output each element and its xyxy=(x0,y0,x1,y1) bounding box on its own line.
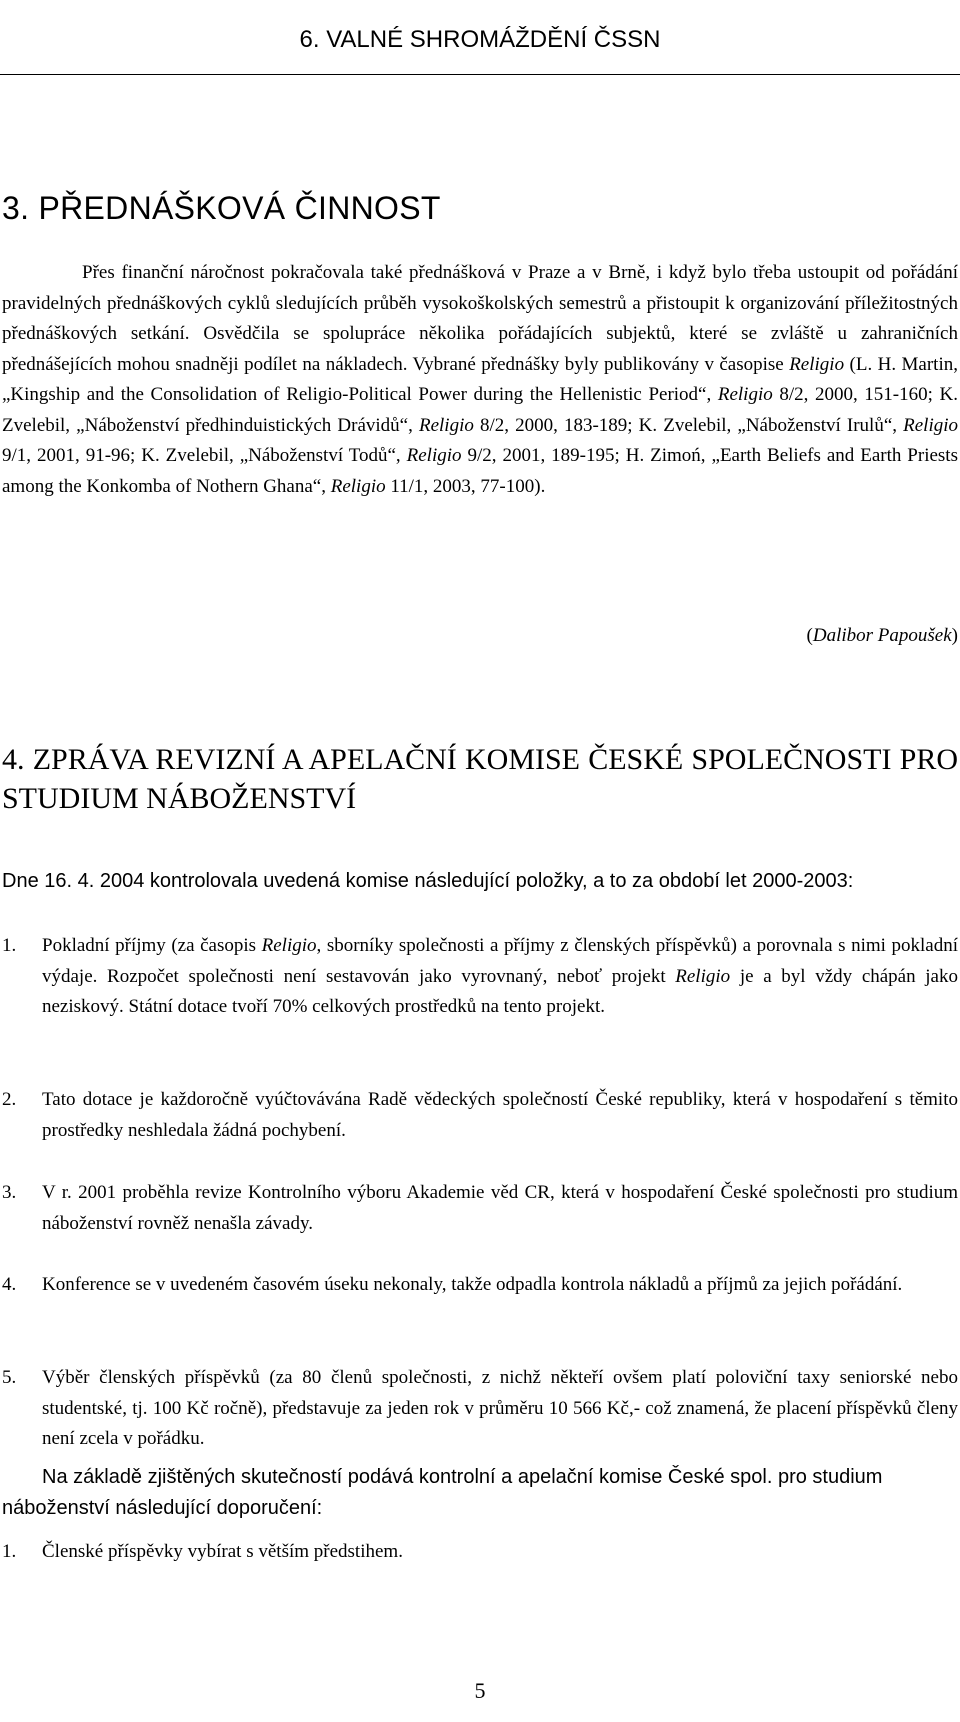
list-item-number: 3. xyxy=(2,1182,17,1203)
journal-name: Religio xyxy=(903,414,959,436)
paragraph-text-f: 9/2, 2001, 189-195; H. Zimoń, „Earth Beliefs and Earth Priests among the Konkomba of Nothern Ghana“, xyxy=(2,445,958,497)
author-name: Dalibor Papoušek xyxy=(812,625,952,646)
journal-name: Religio xyxy=(330,475,386,497)
list-item: 1. Pokladní příjmy (za časopis Religio, sborníky společnosti a příjmy z členských příspěvků) a porovnala s nimi pokladní výdaje. Rozpočet společnosti není sestavován jako vyrovnaný, neboť projekt Religio je a byl vždy chápán jako neziskový. Státní dotace tvoří 70% celkových prostředků na tento projekt. xyxy=(2,931,958,1023)
section-4-intro: Dne 16. 4. 2004 kontrolovala uvedená komise následující položky, a to za období let 2000-2003: xyxy=(2,870,854,892)
journal-name: Religio xyxy=(675,965,731,987)
recommendation-intro: Na základě zjištěných skutečností podává kontrolní a apelační komise České spol. pro studium náboženství následující doporučení: xyxy=(2,1466,883,1519)
section-4-heading: 4. ZPRÁVA REVIZNÍ A APELAČNÍ KOMISE ČESKÉ SPOLEČNOSTI PRO STUDIUM NÁBOŽENSTVÍ xyxy=(2,743,958,815)
paragraph-text-a: Přes finanční náročnost pokračovala také přednášková v Praze a v Brně, i když bylo třeba ustoupit od pořádání pravidelných přednáškových cyklů sledujících průběh vysokoškolských semestrů a přistoupit k organizování příležitostných přednáškových setkání. Osvědčila se spolupráce několika pořádajících subjektů, které se zvláště u zahraničních přednášejících mohou snadněji podílet na nákladech. Vybrané přednášky byly publikovány v časopise xyxy=(2,262,958,375)
section-3-paragraph xyxy=(2,258,958,502)
paragraph-text-d: 8/2, 2000, 183-189; K. Zvelebil, „Náboženství Irulů“, xyxy=(473,414,904,436)
header-divider xyxy=(0,74,960,75)
list-item: 3. V r. 2001 proběhla revize Kontrolního výboru Akademie věd CR, která v hospodaření České společnosti pro studium náboženství rovněž nenašla závady. xyxy=(2,1178,958,1239)
list-item-number: 2. xyxy=(2,1089,17,1110)
page-number: 5 xyxy=(474,1678,486,1703)
journal-name: Religio xyxy=(406,445,462,466)
recommendation-item: 1. Členské příspěvky vybírat s větším předstihem. xyxy=(2,1537,958,1568)
list-item-number: 5. xyxy=(2,1367,17,1388)
list-item: 2. Tato dotace je každoročně vyúčtovávána Radě vědeckých společností České republiky, která v hospodaření s těmito prostředky neshledala žádná pochybení. xyxy=(2,1085,958,1146)
journal-name: Religio xyxy=(789,353,845,375)
list-item: 5. Výběr členských příspěvků (za 80 členů společnosti, z nichž někteří ovšem platí poloviční taxy seniorské nebo studentské, tj. 100 Kč ročně), představuje za jeden rok v průměru 10 566 Kč,- což znamená, že placení příspěvků členy není zcela v pořádku. xyxy=(2,1363,958,1455)
list-item-number: 4. xyxy=(2,1274,17,1295)
list-item: 4. Konference se v uvedeném časovém úseku nekonaly, takže odpadla kontrola nákladů a příjmů za jejich pořádání. xyxy=(2,1270,958,1301)
paragraph-text-c: 8/2, 2000, 151-160; K. Zvelebil, „Náboženství předhinduistických Drávidů“, xyxy=(2,384,958,436)
list-item-number: 1. xyxy=(2,1541,17,1562)
journal-name: Religio xyxy=(418,414,474,436)
journal-name: Religio xyxy=(717,384,773,405)
journal-name: Religio xyxy=(261,935,317,956)
paragraph-text-b: (L. H. Martin, „Kingship and the Consolidation of Religio-Political Power during the Hellenistic Period“, xyxy=(2,353,958,405)
section-3-heading: 3. PŘEDNÁŠKOVÁ ČINNOST xyxy=(2,190,441,226)
running-header: 6. VALNÉ SHROMÁŽDĚNÍ ČSSN xyxy=(299,26,661,53)
paragraph-text-g: 11/1, 2003, 77-100). xyxy=(385,475,546,497)
list-item-number: 1. xyxy=(2,935,17,956)
author-signature: (Dalibor Papoušek) xyxy=(806,625,958,646)
paragraph-text-e: 9/1, 2001, 91-96; K. Zvelebil, „Náboženství Todů“, xyxy=(2,445,407,466)
